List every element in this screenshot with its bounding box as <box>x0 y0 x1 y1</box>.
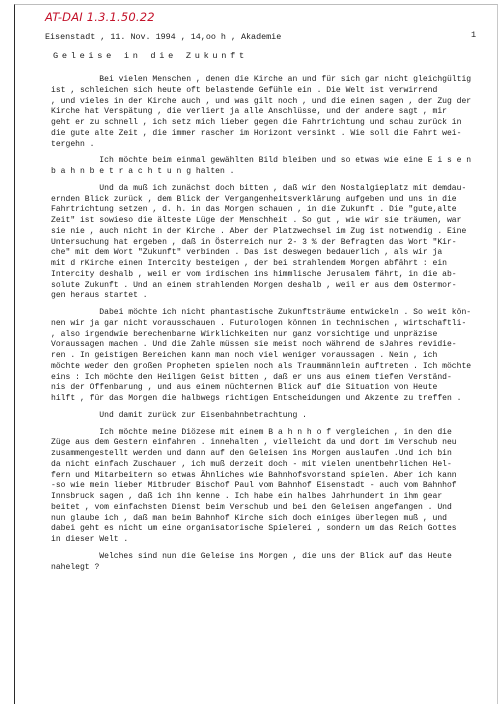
paragraph <box>51 428 491 546</box>
text-line: geht er zu schnell , ich setz mich lieber gegen die Fahrtrichtung und schau zurück in <box>51 118 462 127</box>
paragraph <box>51 75 491 150</box>
text-line: Intercity deshalb , weil er vom irdischen ins himmlische Jerusalem fährt, in die ab- <box>51 269 457 279</box>
text-line: die gute alte Zeit , die immer rascher im Horizont versinkt . Wie soll die Fahrt wei- <box>51 128 462 138</box>
text-line: solute Zukunft . Und an einem strahlenden Morgen deshalb , weil er aus dem Ostermor- <box>51 280 457 290</box>
text-line: Ich möchte beim einmal gewählten Bild bleiben und so etwas wie eine E i s e n <box>51 156 472 166</box>
text-line: Innsbruck sagen , daß ich ihn kenne . Ich habe ein halbes Jahrhundert in ihm gear <box>51 492 443 501</box>
text-line: nun glaube ich , daß man beim Bahnhof Kirche sich doch einiges überlegen muß , und <box>51 513 447 523</box>
text-line: Kirche hat Verspätung , die verliert ja alle Anschlüsse, und der andere sagt , mir <box>51 107 447 117</box>
text-line: Voraussagen machen . Und die Zahle müssen sie meist noch während de sJahres revidie- <box>51 340 457 350</box>
text-line: Untersuchung hat ergeben , daß in Österreich nur 2- 3 % der Befragten das Wort "Kir- <box>51 237 457 247</box>
text-line: fern und Mitarbeitern so etwas Ähnliches wie Bahnhofsvorstand spielen. Aber ich kann <box>51 470 457 480</box>
text-line: dabei geht es nicht um eine organisatorische Spielerei , sondern um das Reich Gottes <box>51 524 457 534</box>
text-line: Ich möchte meine Diözese mit einem B a h n h o f vergleichen , in den die <box>51 427 452 437</box>
text-line: ernden Blick zurück , dem Blick der Vergangenheitsverklärung aufgeben und uns in die <box>51 194 457 204</box>
archive-stamp: AT-DAI 1.3.1.50.22 <box>45 10 155 24</box>
text-line: Bei vielen Menschen , denen die Kirche an und für sich gar nicht gleichgültig <box>51 75 472 84</box>
text-line: Und damit zurück zur Eisenbahnbetrachtung . <box>51 410 307 420</box>
body-text <box>51 75 491 573</box>
paragraph <box>51 552 491 574</box>
text-line: ist , schleichen sich heute oft belastende Gefühle ein . Die Welt ist verwirrend <box>51 85 438 95</box>
text-line: hilft , für das Morgen die halbwegs richtigen Entscheidungen und Akzente zu treffen . <box>51 394 462 403</box>
text-line: mit d rKirche einen Intercity besteigen , der bei strahlendem Morgen abfährt : ein <box>51 259 447 268</box>
text-line: eins : Ich möchte den Heiligen Geist bitten , daß er uns aus einem tiefen Verständ- <box>51 372 452 382</box>
paragraph <box>51 156 491 178</box>
text-line: Und da muß ich zunächst doch bitten , daß wir den Nostalgieplatz mit demdau- <box>51 183 467 193</box>
text-line: -so wie mein lieber Mitbruder Bischof Paul vom Bahnhof Eisenstadt - auch vom Bahnhof <box>51 481 457 491</box>
text-line: nahelegt ? <box>51 562 100 572</box>
text-line: Züge aus dem Gestern einfahren . innehalten , vielleicht da und dort im Verschub neu <box>51 438 457 448</box>
text-line: zusammengestellt werden und dann auf den Geleisen ins Morgen auslaufen .Und ich bin <box>51 449 452 458</box>
text-line: nis der Offenbarung , und aus einem nüchternen Blick auf die Situation von Heute <box>51 383 438 393</box>
text-line: Dabei möchte ich nicht phantastische Zukunftsträume entwickeln . So weit kön- <box>51 308 472 317</box>
text-line: tergehn . <box>51 139 95 149</box>
text-line: , und vieles in der Kirche auch , und was gilt noch , und die einen sagen , der Zug der <box>51 96 472 106</box>
document-title: Geleise in die Zukunft <box>53 51 248 61</box>
text-line: in dieser Welt . <box>51 535 129 544</box>
text-line: , also irgendwie berechenbarne Wirklichkeiten nur ganz vorsichtige und unpräzise <box>51 329 438 339</box>
document-header: Eisenstadt , 11. Nov. 1994 , 14,oo h , Akademie <box>45 32 282 42</box>
text-line: ren . In geistigen Bereichen kann man noch viel weniger voraussagen . Nein , ich <box>51 351 438 360</box>
text-line: che" mit dem Wort "Zukunft" verbinden . Das ist deswegen bedauerlich , als wir ja <box>51 248 443 258</box>
text-line: möchte weder den großen Propheten spielen noch als Traummännlein auftreten . Ich möchte <box>51 361 472 371</box>
text-line: beitet , vom einfachsten Dienst beim Verschub und bei den Geleisen angefangen . Und <box>51 502 452 512</box>
text-line: Fahrtrichtung setzen , d. h. in das Morgen schauen , in die Zukunft . Die "gute,alte <box>51 205 457 215</box>
text-line: nen wir ja gar nicht vorausschauen . Futurologen können in technischen , wirtschaftli- <box>51 318 467 328</box>
document-page <box>14 4 498 704</box>
text-line: Zeit" ist sowieso die älteste Lüge der Menschheit . So gut , wie wir sie träumen, war <box>51 216 462 225</box>
text-line: b a h n b e t r a c h t u n g halten . <box>51 167 235 176</box>
text-line: Welches sind nun die Geleise ins Morgen , die uns der Blick auf das Heute <box>51 551 452 561</box>
paragraph <box>51 411 491 422</box>
text-line: sie nie , auch nicht in der Kirche . Aber der Platzwechsel im Zug ist notwendig . Eine <box>51 226 467 236</box>
paragraph <box>51 308 491 405</box>
text-line: gen heraus startet . <box>51 291 148 301</box>
text-line: da nicht einfach Zuschauer , ich muß derzeit doch - mit vielen unentbehrlichen Hel- <box>51 459 452 469</box>
paragraph <box>51 184 491 302</box>
page-number: 1 <box>471 30 477 40</box>
